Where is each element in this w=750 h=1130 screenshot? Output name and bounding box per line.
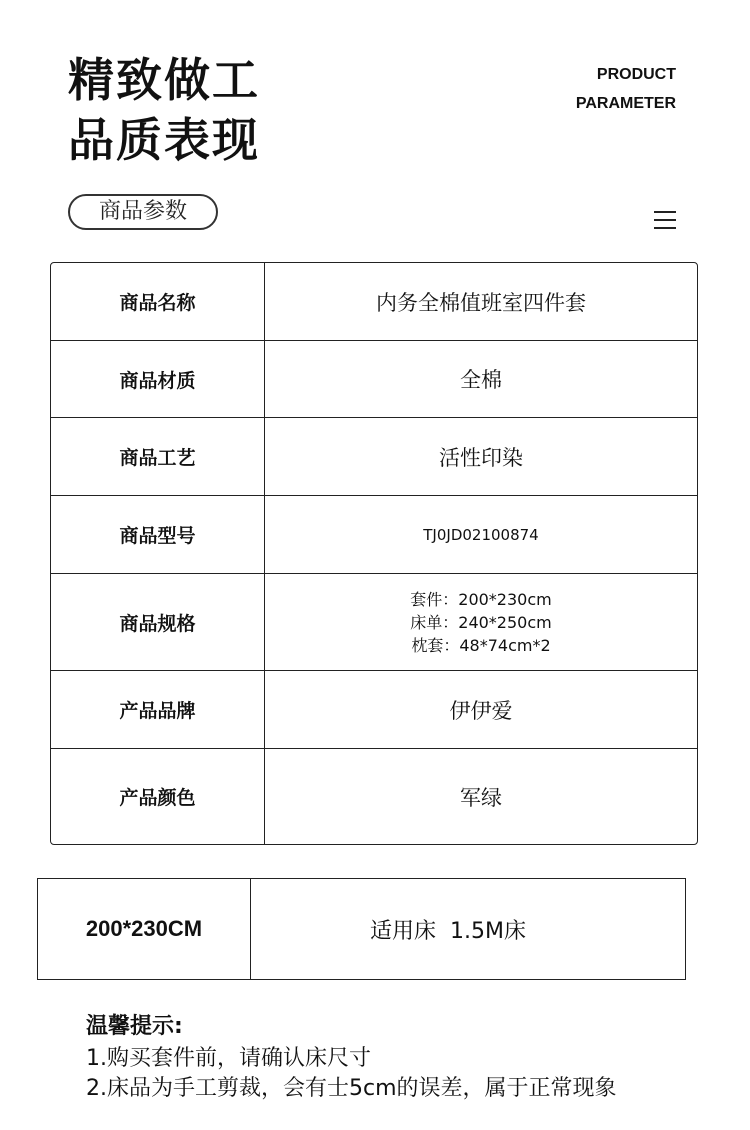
- spec-line: 床单：240*250cm: [410, 612, 552, 632]
- param-row-model: [51, 495, 697, 573]
- english-title-line-1: PRODUCT: [596, 66, 676, 83]
- size-table: [37, 878, 686, 980]
- param-label: 产品颜色: [51, 749, 265, 844]
- param-value: 活性印染: [439, 445, 523, 470]
- bed-size: [251, 879, 685, 979]
- headline-line-2: 品质表现: [68, 113, 260, 167]
- param-row-spec: [51, 573, 697, 670]
- param-label: 商品材质: [51, 341, 265, 417]
- english-title: [576, 60, 676, 118]
- param-row-craft: [51, 417, 697, 495]
- parameter-table: [50, 262, 698, 845]
- bed-size-label: 适用床: [370, 918, 437, 944]
- headline: [68, 50, 260, 170]
- param-label: 商品名称: [51, 263, 265, 340]
- english-title-line-2: PARAMETER: [575, 95, 676, 112]
- param-value: TJ0JD02100874: [423, 525, 539, 544]
- param-value: 内务全棉值班室四件套: [376, 290, 586, 315]
- param-value: 军绿: [460, 785, 502, 810]
- param-value: 伊伊爱: [449, 698, 513, 723]
- tips-line-2: 2.床品为手工剪裁，会有士5cm的误差，属于正常现象: [86, 1076, 617, 1101]
- param-label: 商品型号: [51, 496, 265, 573]
- hamburger-menu-icon[interactable]: [654, 211, 676, 231]
- param-label: 商品规格: [51, 574, 265, 670]
- param-value: 全棉: [460, 368, 502, 392]
- param-row-material: [51, 340, 697, 417]
- param-label: 产品品牌: [51, 671, 265, 748]
- tips-line-1: 1.购买套件前，请确认床尺寸: [86, 1046, 371, 1071]
- param-label: 商品工艺: [51, 418, 265, 495]
- spec-line: 套件：200*230cm: [410, 589, 552, 609]
- param-row-color: [51, 748, 697, 844]
- section-pill: 商品参数: [68, 194, 218, 230]
- bed-size-value: 1.5M床: [450, 918, 526, 944]
- tips: [86, 1012, 617, 1104]
- param-value-multiline: [265, 574, 697, 670]
- spec-line: 枕套：48*74cm*2: [411, 635, 551, 655]
- param-row-brand: [51, 670, 697, 748]
- headline-line-1: 精致做工: [68, 53, 260, 107]
- param-row-name: [51, 263, 697, 340]
- size-dimension: 200*230CM: [38, 879, 251, 979]
- tips-title: 温馨提示:: [86, 1014, 183, 1039]
